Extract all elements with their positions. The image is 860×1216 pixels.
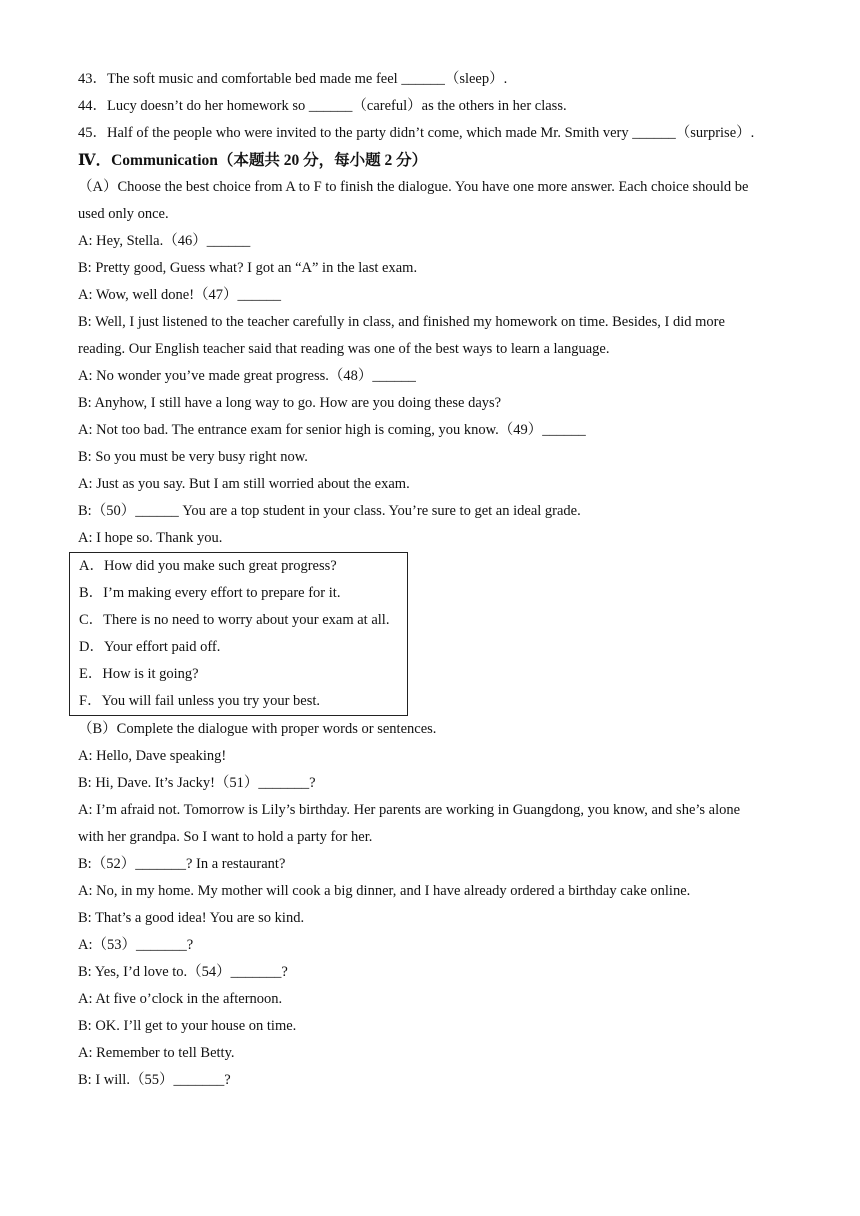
worksheet-page [78,66,790,1094]
dialogue-b-line: A: At five o’clock in the afternoon. [78,991,283,1007]
option-b: B．I’m making every effort to prepare for it. [79,585,341,601]
dialogue-b-line: A: I’m afraid not. Tomorrow is Lily’s birthday. Her parents are working in Guangdong, you know, and she’s alone [78,802,741,818]
question-43: 43．The soft music and comfortable bed made me feel ______（sleep）. [78,71,508,87]
option-c: C．There is no need to worry about your exam at all. [79,612,390,628]
dialogue-a-line: A: Wow, well done!（47）______ [78,287,282,303]
dialogue-a-line: A: Hey, Stella.（46）______ [78,233,251,249]
dialogue-a-line: B: So you must be very busy right now. [78,449,308,465]
part-a-instruction: （A）Choose the best choice from A to F to finish the dialogue. You have one more answer. Each choice should be [78,179,749,195]
dialogue-a-line: B: Pretty good, Guess what? I got an “A” in the last exam. [78,260,418,276]
option-f: F．You will fail unless you try your best. [79,693,321,709]
question-44: 44．Lucy doesn’t do her homework so ______（careful）as the others in her class. [78,98,567,114]
dialogue-b-line: A:（53）_______? [78,937,194,953]
dialogue-b-line: B: Hi, Dave. It’s Jacky!（51）_______? [78,775,316,791]
dialogue-b-line: B: That’s a good idea! You are so kind. [78,910,305,926]
dialogue-b-line: B:（52）_______? In a restaurant? [78,856,286,872]
dialogue-b-line: B: OK. I’ll get to your house on time. [78,1018,297,1034]
option-d: D．Your effort paid off. [79,639,221,655]
dialogue-b-line: A: Remember to tell Betty. [78,1045,235,1061]
dialogue-b-line: B: I will.（55）_______? [78,1072,231,1088]
dialogue-b-line: A: Hello, Dave speaking! [78,748,227,764]
option-e: E．How is it going? [79,666,199,682]
dialogue-a-line: A: Not too bad. The entrance exam for senior high is coming, you know.（49）______ [78,422,586,438]
question-45: 45．Half of the people who were invited to the party didn’t come, which made Mr. Smith very ______（surprise）. [78,125,755,141]
option-a: A．How did you make such great progress? [79,558,337,574]
options-box [69,552,408,716]
dialogue-a-line: B:（50）______ You are a top student in your class. You’re sure to get an ideal grade. [78,503,581,519]
dialogue-b-line: A: No, in my home. My mother will cook a big dinner, and I have already ordered a birthday cake online. [78,883,691,899]
dialogue-a-line: A: I hope so. Thank you. [78,530,223,546]
section-heading: Ⅳ．Communication（本题共 20 分，每小题 2 分） [78,152,428,169]
dialogue-a-line: reading. Our English teacher said that reading was one of the best ways to learn a language. [78,341,610,357]
dialogue-a-line: A: No wonder you’ve made great progress.（48）______ [78,368,416,384]
part-b-instruction: （B）Complete the dialogue with proper words or sentences. [78,721,437,737]
dialogue-a-line: A: Just as you say. But I am still worried about the exam. [78,476,410,492]
dialogue-b-line: with her grandpa. So I want to hold a party for her. [78,829,373,845]
part-a-instruction-cont: used only once. [78,206,169,222]
dialogue-a-line: B: Anyhow, I still have a long way to go. How are you doing these days? [78,395,502,411]
dialogue-a-line: B: Well, I just listened to the teacher carefully in class, and finished my homework on time. Besides, I did more [78,314,725,330]
dialogue-b-line: B: Yes, I’d love to.（54）_______? [78,964,288,980]
